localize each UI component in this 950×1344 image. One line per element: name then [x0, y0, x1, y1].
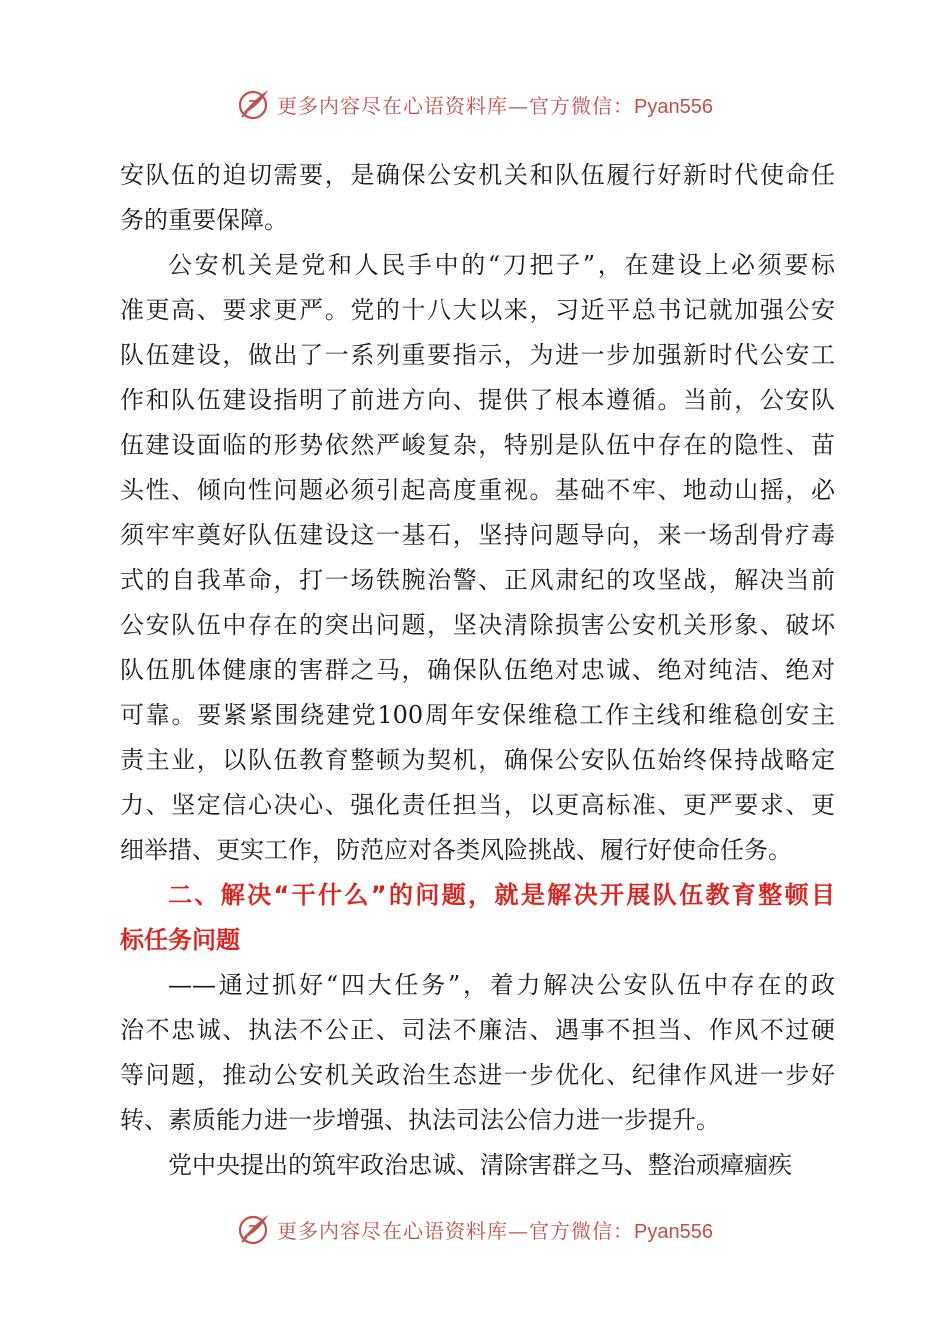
- body-line: 伍建设面临的形势依然严峻复杂，特别是队伍中存在的隐性、苗: [120, 431, 835, 459]
- body-line: 准更高、要求更严。党的十八大以来，习近平总书记就加强公安: [120, 296, 835, 324]
- body-line: 队伍肌体健康的害群之马，确保队伍绝对忠诚、绝对纯洁、绝对: [120, 656, 835, 684]
- section-heading-cont: 标任务问题: [120, 926, 240, 954]
- body-line: 队伍建设，做出了一系列重要指示，为进一步加强新时代公安工: [120, 341, 835, 369]
- paragraph-first-line: 党中央提出的筑牢政治忠诚、清除害群之马、整治顽瘴痼疾: [168, 1151, 792, 1179]
- body-line: 作和队伍建设指明了前进方向、提供了根本遵循。当前，公安队: [120, 386, 835, 414]
- paragraph-first-line: 公安机关是党和人民手中的“刀把子”，在建设上必须要标: [168, 251, 835, 279]
- paragraph-first-line: ——通过抓好“四大任务”，着力解决公安队伍中存在的政: [168, 971, 835, 999]
- body-line: 治不忠诚、执法不公正、司法不廉洁、遇事不担当、作风不过硬: [120, 1016, 835, 1044]
- body-line: 安队伍的迫切需要，是确保公安机关和队伍履行好新时代使命任: [120, 161, 835, 189]
- pen-feather-logo-icon: [237, 1212, 271, 1246]
- body-line: 头性、倾向性问题必须引起高度重视。基础不牢、地动山摇，必: [120, 476, 835, 504]
- body-line: 细举措、更实工作，防范应对各类风险挑战、履行好使命任务。: [120, 836, 792, 864]
- body-line: 可靠。要紧紧围绕建党100周年安保维稳工作主线和维稳创安主: [120, 701, 835, 729]
- header-wechat-id: Pyan556: [634, 95, 713, 118]
- body-line: 式的自我革命，打一场铁腕治警、正风肃纪的攻坚战，解决当前: [120, 566, 835, 594]
- header-banner-text: 更多内容尽在心语资料库—官方微信：Pyan556: [277, 93, 713, 118]
- body-line: 力、坚定信心决心、强化责任担当，以更高标准、更严要求、更: [120, 791, 835, 819]
- header-banner: [0, 84, 950, 124]
- footer-wechat-id: Pyan556: [634, 1220, 713, 1243]
- body-line: 公安队伍中存在的突出问题，坚决清除损害公安机关形象、破坏: [120, 611, 835, 639]
- body-line: 务的重要保障。: [120, 206, 288, 234]
- pen-feather-logo-icon: [237, 87, 271, 121]
- footer-banner: [0, 1209, 950, 1249]
- body-line: 责主业，以队伍教育整顿为契机，确保公安队伍始终保持战略定: [120, 746, 835, 774]
- body-line: 转、素质能力进一步增强、执法司法公信力进一步提升。: [120, 1106, 720, 1134]
- document-body: [120, 153, 835, 1188]
- body-line: 须牢牢奠好队伍建设这一基石，坚持问题导向，来一场刮骨疗毒: [120, 521, 835, 549]
- body-line: 等问题，推动公安机关政治生态进一步优化、纪律作风进一步好: [120, 1061, 835, 1089]
- footer-banner-text: 更多内容尽在心语资料库—官方微信：Pyan556: [277, 1218, 713, 1243]
- section-heading: 二、解决“干什么”的问题，就是解决开展队伍教育整顿目: [168, 881, 835, 909]
